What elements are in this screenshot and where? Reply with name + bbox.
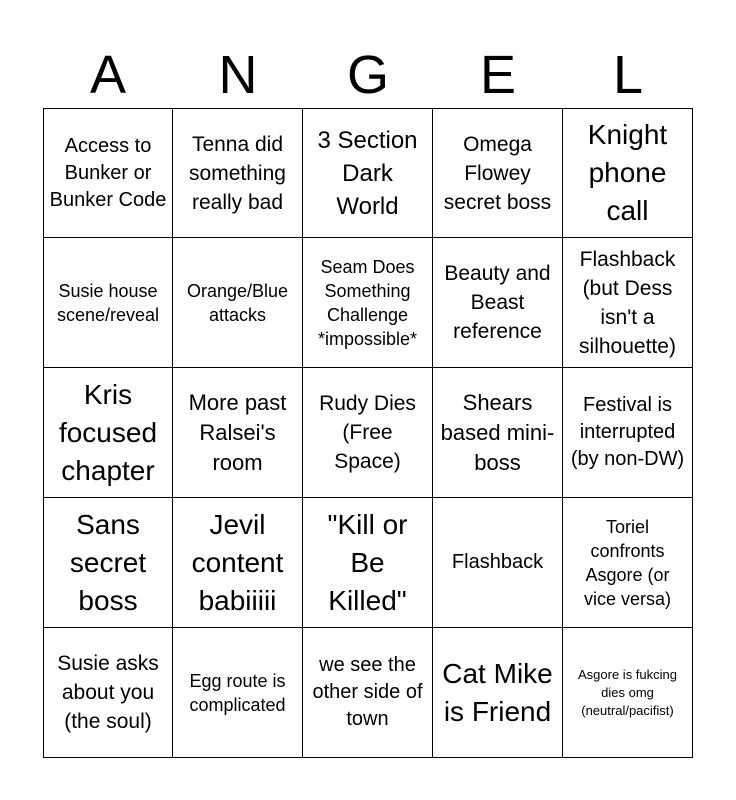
cell-text: Seam Does Something Challenge *impossible* <box>317 256 418 349</box>
cell-text: Susie house scene/reveal <box>56 280 160 325</box>
bingo-cell[interactable] <box>563 368 693 498</box>
bingo-cell[interactable] <box>433 628 563 758</box>
header-letter-n: N <box>218 45 258 105</box>
bingo-cell[interactable] <box>303 498 433 628</box>
bingo-cell[interactable] <box>433 498 563 628</box>
bingo-cell[interactable] <box>563 238 693 368</box>
bingo-cell[interactable] <box>173 108 303 238</box>
cell-text: Shears based mini-boss <box>440 389 555 475</box>
cell-text: we see the other side of town <box>312 654 423 730</box>
bingo-cell[interactable] <box>563 628 693 758</box>
cell-text: Festival is interrupted (by non-DW) <box>570 394 685 470</box>
cell-text: Knight phone call <box>587 119 668 226</box>
bingo-cell[interactable] <box>43 108 173 238</box>
cell-text: Rudy Dies (Free Space) <box>319 392 416 473</box>
cell-text: Jevil content babiiiii <box>191 508 284 616</box>
bingo-cell[interactable] <box>173 498 303 628</box>
cell-text: Cat Mike is Friend <box>442 657 553 727</box>
bingo-cell[interactable] <box>433 368 563 498</box>
header-letter-a: A <box>89 45 127 105</box>
bingo-cell[interactable] <box>43 628 173 758</box>
cell-text: Orange/Blue attacks <box>186 280 289 325</box>
cell-text: Egg route is complicated <box>189 670 286 715</box>
cell-text: Sans secret boss <box>69 508 147 616</box>
cell-text: 3 Section Dark World <box>317 126 418 220</box>
bingo-header <box>43 42 693 108</box>
bingo-cell[interactable] <box>303 108 433 238</box>
header-letter-e: E <box>479 45 517 105</box>
bingo-cell[interactable] <box>433 108 563 238</box>
cell-text: More past Ralsei's room <box>188 389 287 475</box>
cell-text: Tenna did something really bad <box>189 132 286 214</box>
bingo-cell[interactable] <box>303 628 433 758</box>
bingo-cell[interactable] <box>173 238 303 368</box>
cell-text: "Kill or Be Killed" <box>327 508 408 616</box>
cell-text: Flashback <box>451 551 544 573</box>
bingo-cell[interactable] <box>563 498 693 628</box>
cell-text: Asgore is fukcing dies omg (neutral/pacifist) <box>578 666 677 718</box>
cell-text: Kris focused chapter <box>58 378 158 486</box>
bingo-cell[interactable] <box>433 238 563 368</box>
header-letter-l: L <box>612 45 644 105</box>
bingo-cell[interactable] <box>173 368 303 498</box>
bingo-cell[interactable] <box>43 238 173 368</box>
cell-text: Access to Bunker or Bunker Code <box>49 134 167 211</box>
cell-text: Flashback (but Dess isn't a silhouette) <box>579 247 676 358</box>
bingo-cell[interactable] <box>303 368 433 498</box>
cell-text: Omega Flowey secret boss <box>443 132 552 214</box>
header-letter-g: G <box>346 45 389 105</box>
bingo-cell[interactable] <box>43 368 173 498</box>
bingo-cell[interactable] <box>43 498 173 628</box>
cell-text: Susie asks about you (the soul) <box>57 652 159 733</box>
bingo-cell[interactable] <box>563 108 693 238</box>
bingo-board <box>43 108 693 758</box>
bingo-cell[interactable] <box>173 628 303 758</box>
cell-text: Toriel confronts Asgore (or vice versa) <box>583 516 672 609</box>
bingo-cell[interactable] <box>303 238 433 368</box>
cell-text: Beauty and Beast reference <box>444 262 551 343</box>
